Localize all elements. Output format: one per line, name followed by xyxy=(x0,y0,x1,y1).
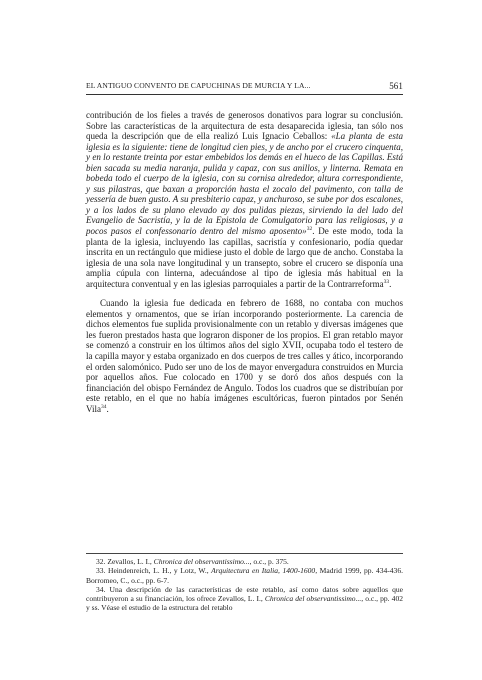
note-ref-32[interactable]: 32 xyxy=(306,226,313,232)
paragraph-1-text-b: . De este modo, toda la planta de la iglesia, incluyendo las capillas, sacristía y confesionario, podía quedar inscrita en un rectángulo que midiese justo el doble de largo que de ancho. Constaba la iglesia de una sola nave longitudinal y un transepto, sobre el crucero se disponía una amplia cúpula con linterna, adecuándose al tipo de iglesia más habitual en la arquitectura conventual y en las iglesias parroquiales a partir de la Contrarreforma xyxy=(86,226,403,289)
paragraph-1 xyxy=(86,110,403,289)
paragraph-2-text-a: Cuando la iglesia fue dedicada en febrero de 1688, no contaba con muchos elementos y ornamentos, que se irían incorporando posteriormente. La carencia de dichos elementos fue suplida provisionalmente con un retablo y diversas imágenes que les fueron prestados hasta que lograron disponer de los propios. El gran retablo mayor se comenzó a construir en los últimos años del siglo XVII, ocupaba todo el testero de la capilla mayor y estaba organizado en dos cuerpos de tres calles y ático, incorporando el orden salomónico. Pudo ser uno de los de mayor envergadura construidos en Murcia por aquellos años. Fue colocado en 1700 y se doró dos años después con la financiación del obispo Fernández de Angulo. Todos los cuadros que se distribuían por este retablo, en el que no había imágenes escultóricas, fueron pintados por Senén Vila xyxy=(86,298,403,414)
ceballos-quote: «La planta de esta iglesia es la siguiente: tiene de longitud cien pies, y de ancho por el crucero cinquenta, y en lo restante treinta por estar embebidos los demás en el hueco de las Capillas. Está bien sacada su media naranja, pulida y capaz, con sus anillos, y linterna. Remata en bobeda todo el cuerpo de la iglesia, con su cornisa alrededor, altura correspondiente, y sus pilastras, que baxan a proporción hasta el zocalo del pavimento, con talla de yessería de buen gusto. A su presbiterio capaz, y anchuroso, se sube por dos escalones, y a los lados de su plano elevado ay dos pulidas piezas, sirviendo la del lado del Evangelio de Sacristía, y la de la Epistola de Comulgatorio para las religiosas, y a pocos pasos el confessonario dentro del mismo aposento» xyxy=(86,131,403,237)
note-ref-34[interactable]: 34 xyxy=(101,403,107,410)
paragraph-2 xyxy=(86,298,403,414)
paragraph-2-text-b: . xyxy=(106,403,109,414)
running-title: EL ANTIGUO CONVENTO DE CAPUCHINAS DE MURCIA Y LA... xyxy=(86,81,311,90)
note-ref-33[interactable]: 33 xyxy=(383,278,390,285)
running-header xyxy=(86,80,403,95)
body-text xyxy=(86,110,403,414)
paragraph-1-text-a: contribución de los fieles a través de generosos donativos para lograr su conclusión. Sobre las características de la arquitectura de esta desaparecida iglesia, tan sólo nos queda la descripción que de ella realizó Luis Ignacio Ceballos: xyxy=(86,110,403,142)
footnote-34: 34. Una descripción de las características de este retablo, así como datos sobre aquellos que contribuyeron a su financiación, los ofrece Zevallos, L. I., Chronica del observantissimo..., o.c., pp. 402 y ss. Véase el estudio de la estructura del retablo xyxy=(86,584,403,613)
paragraph-1-text-c: . xyxy=(389,278,392,289)
page-number: 561 xyxy=(389,81,403,91)
footnote-32: 32. Zevallos, L. I., Chronica del observantissimo..., o.c., p. 375. xyxy=(96,557,289,566)
footnote-33: 33. Heindenreich, L. H., y Lotz, W., Arquitectura en Italia, 1400-1600, Madrid 1999, pp. 434-436. Borromeo, C., o.c., pp. 6-7. xyxy=(86,566,403,585)
footnotes xyxy=(86,553,403,613)
